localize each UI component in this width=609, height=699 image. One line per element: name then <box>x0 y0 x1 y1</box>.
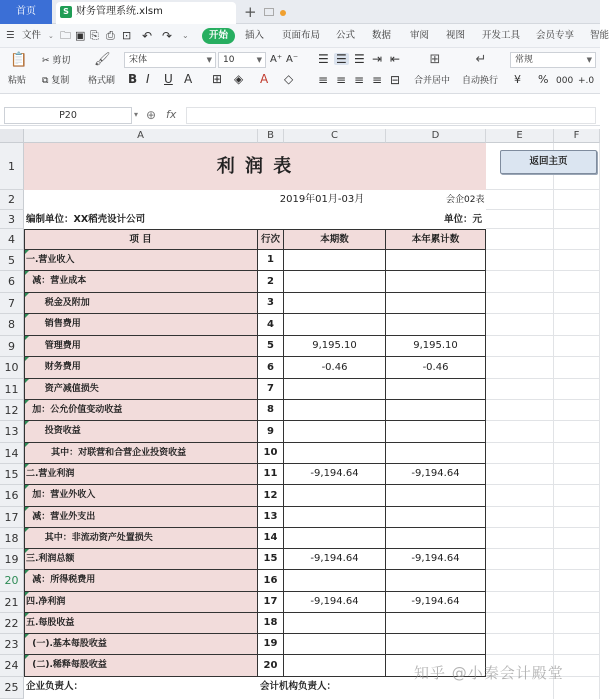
item-label[interactable]: 三.利润总额 <box>24 549 258 570</box>
gridline <box>486 591 600 592</box>
row-header[interactable]: 20 <box>0 570 24 592</box>
menu-smart[interactable]: 智能 <box>590 30 609 41</box>
item-current[interactable]: -0.46 <box>284 357 386 379</box>
font-name-value: 宋体 <box>129 55 148 65</box>
item-ytd[interactable] <box>386 400 486 421</box>
menu-member[interactable]: 会员专享 <box>536 30 575 41</box>
item-line[interactable]: 9 <box>258 421 284 443</box>
justify-icon[interactable]: ≡ <box>372 73 383 87</box>
item-label[interactable]: 四.净利润 <box>24 592 258 613</box>
gridline <box>486 612 600 613</box>
row-header[interactable]: 6 <box>0 271 24 293</box>
gridline <box>486 654 600 655</box>
footer-accounting-head: 会计机构负责人： <box>260 681 337 693</box>
row-header[interactable]: 15 <box>0 464 24 485</box>
chevron-down-icon: ▼ <box>586 56 592 64</box>
item-line[interactable]: 4 <box>258 314 284 336</box>
number-format-select[interactable] <box>510 52 596 68</box>
gridline <box>599 143 600 699</box>
gridline <box>486 569 600 570</box>
item-ytd[interactable] <box>386 314 486 336</box>
cut-label: 剪切 <box>52 56 71 66</box>
item-label[interactable]: 销售费用 <box>24 314 258 336</box>
gridline <box>553 143 554 699</box>
item-ytd[interactable]: -9,194.64 <box>386 592 486 613</box>
menu-bar <box>0 24 609 48</box>
row-header[interactable]: 1 <box>0 143 24 190</box>
row-header[interactable]: 12 <box>0 400 24 421</box>
row-header[interactable]: 22 <box>0 613 24 634</box>
cell-marker-icon <box>25 293 29 297</box>
row-header[interactable]: 11 <box>0 379 24 400</box>
format-painter-label[interactable]: 格式刷 <box>88 76 116 86</box>
row-header[interactable]: 21 <box>0 592 24 613</box>
item-current[interactable] <box>284 634 386 655</box>
item-current[interactable] <box>284 421 386 443</box>
row-header[interactable]: 3 <box>0 210 24 229</box>
column-header-a[interactable]: A <box>24 129 258 143</box>
table-left-border <box>24 229 25 677</box>
item-ytd[interactable] <box>386 293 486 314</box>
gridline <box>486 633 600 634</box>
item-line[interactable]: 6 <box>258 357 284 379</box>
wrap-text-icon[interactable]: ↵ <box>475 52 487 67</box>
item-label[interactable]: 加：公允价值变动收益 <box>24 400 258 421</box>
wrap-text-label[interactable]: 自动换行 <box>462 76 499 86</box>
item-line[interactable]: 2 <box>258 271 284 293</box>
cell-marker-icon <box>25 314 29 318</box>
gridline <box>486 548 600 549</box>
new-tab-button[interactable]: + <box>244 3 257 21</box>
item-label[interactable]: 其中：对联营和合营企业投资收益 <box>24 443 258 464</box>
item-label[interactable]: (二).稀释每股收益 <box>24 655 258 677</box>
menu-page-layout[interactable]: 页面布局 <box>282 30 321 41</box>
menu-view[interactable]: 视图 <box>446 30 466 41</box>
item-ytd[interactable] <box>386 271 486 293</box>
cell-marker-icon <box>25 464 29 468</box>
item-ytd[interactable] <box>386 443 486 464</box>
item-current[interactable] <box>284 293 386 314</box>
ribbon <box>0 48 600 94</box>
shrink-font-icon[interactable]: A⁻ <box>286 54 299 65</box>
format-painter-icon[interactable]: 🖌 <box>94 52 111 67</box>
item-label[interactable]: 管理费用 <box>24 336 258 357</box>
align-center-icon[interactable]: ≡ <box>336 73 347 87</box>
row-header[interactable]: 2 <box>0 190 24 210</box>
header-item[interactable]: 项 目 <box>24 230 258 250</box>
menu-file[interactable]: 文件 <box>22 30 42 41</box>
cell-marker-icon <box>25 357 29 361</box>
row-header[interactable]: 17 <box>0 507 24 528</box>
gridline <box>486 378 600 379</box>
gridline <box>486 335 600 336</box>
item-label[interactable]: 财务费用 <box>24 357 258 379</box>
item-current[interactable]: 9,195.10 <box>284 336 386 357</box>
cell-marker-icon <box>25 250 29 254</box>
column-header-c[interactable]: C <box>284 129 386 143</box>
cell-marker-icon <box>25 507 29 511</box>
item-line[interactable]: 17 <box>258 592 284 613</box>
report-period: 2019年01月-03月 <box>279 194 365 205</box>
item-ytd[interactable] <box>386 421 486 443</box>
row-header[interactable]: 23 <box>0 634 24 655</box>
row-header[interactable]: 5 <box>0 250 24 271</box>
item-label[interactable]: 一.营业收入 <box>24 250 258 271</box>
cell-marker-icon <box>25 336 29 340</box>
gridline <box>486 399 600 400</box>
preview-icon[interactable]: ⊡ <box>122 29 132 42</box>
item-ytd[interactable] <box>386 250 486 271</box>
report-title: 利 润 表 <box>24 143 486 190</box>
name-box[interactable]: P20 <box>4 107 132 124</box>
gridline <box>486 313 600 314</box>
gridline <box>486 356 600 357</box>
paste-label[interactable]: 粘贴 <box>8 76 27 86</box>
cell-marker-icon <box>25 400 29 404</box>
formula-input[interactable] <box>186 107 596 124</box>
gridline <box>486 228 600 229</box>
align-top-icon[interactable]: ☰ <box>318 52 329 66</box>
bold-icon[interactable]: B <box>128 72 138 86</box>
item-current[interactable] <box>284 655 386 677</box>
chevron-down-icon: ⌄ <box>182 31 189 40</box>
window-icon[interactable] <box>264 8 274 16</box>
chevron-down-icon: ▼ <box>256 56 262 64</box>
export-icon[interactable]: ⎘ <box>90 29 99 42</box>
menu-developer[interactable]: 开发工具 <box>482 30 521 41</box>
gridline <box>486 463 600 464</box>
gridline <box>486 420 600 421</box>
menu-review[interactable]: 审阅 <box>410 30 430 41</box>
item-current[interactable] <box>284 271 386 293</box>
item-ytd[interactable] <box>386 528 486 549</box>
item-current[interactable]: -9,194.64 <box>284 464 386 485</box>
item-line[interactable]: 18 <box>258 613 284 634</box>
merge-center-label[interactable]: 合并居中 <box>414 76 451 86</box>
row-header[interactable]: 24 <box>0 655 24 677</box>
item-label[interactable]: 二.营业利润 <box>24 464 258 485</box>
undo-icon[interactable]: ↶ <box>142 29 153 43</box>
item-line[interactable]: 14 <box>258 528 284 549</box>
cell-marker-icon <box>25 421 29 425</box>
item-label[interactable]: 五.每股收益 <box>24 613 258 634</box>
item-label[interactable]: 投资收益 <box>24 421 258 443</box>
menu-insert[interactable]: 插入 <box>245 30 265 41</box>
align-middle-icon[interactable]: ☰ <box>336 52 347 66</box>
spreadsheet-icon: S <box>60 6 72 18</box>
column-header-b[interactable]: B <box>258 129 284 143</box>
file-tab-label: 财务管理系统.xlsm <box>76 6 163 17</box>
return-home-button[interactable]: 返回主页 <box>500 150 597 174</box>
item-current[interactable] <box>284 613 386 634</box>
item-line[interactable]: 20 <box>258 655 284 677</box>
item-ytd[interactable] <box>386 613 486 634</box>
row-header[interactable]: 8 <box>0 314 24 336</box>
item-label[interactable]: 加：营业外收入 <box>24 485 258 507</box>
item-label[interactable]: 其中：非流动资产处置损失 <box>24 528 258 549</box>
cell-marker-icon <box>25 655 29 659</box>
item-label[interactable]: 减：所得税费用 <box>24 570 258 592</box>
item-line[interactable]: 10 <box>258 443 284 464</box>
item-line[interactable]: 16 <box>258 570 284 592</box>
item-current[interactable] <box>284 379 386 400</box>
copy-label: 复制 <box>51 76 70 86</box>
item-line[interactable]: 8 <box>258 400 284 421</box>
item-line[interactable]: 11 <box>258 464 284 485</box>
indent-icon[interactable]: ⇥ <box>372 52 383 66</box>
item-ytd[interactable] <box>386 570 486 592</box>
distributed-icon[interactable]: ⊟ <box>390 73 401 87</box>
form-code: 会企02表 <box>446 194 485 205</box>
row-header[interactable]: 9 <box>0 336 24 357</box>
italic-icon[interactable]: I <box>146 72 150 86</box>
decimal-icon[interactable]: +.0 <box>578 76 595 86</box>
percent-icon[interactable]: % <box>538 73 549 86</box>
row-header[interactable]: 19 <box>0 549 24 570</box>
unit-label: 单位：元 <box>444 213 483 225</box>
item-ytd[interactable] <box>386 507 486 528</box>
align-right-icon[interactable]: ≡ <box>354 73 365 87</box>
open-folder-icon[interactable]: 🗀 <box>60 29 71 42</box>
tab-bar <box>0 0 600 24</box>
item-current[interactable]: -9,194.64 <box>284 592 386 613</box>
item-ytd[interactable] <box>386 485 486 507</box>
company-name: 编制单位：XX稻壳设计公司 <box>26 213 146 225</box>
column-header-f[interactable]: F <box>554 129 600 143</box>
file-tab[interactable] <box>56 2 236 24</box>
gridline <box>486 189 600 190</box>
font-size-select[interactable] <box>218 52 266 68</box>
row-header[interactable]: 14 <box>0 443 24 464</box>
item-ytd[interactable] <box>386 634 486 655</box>
menu-formula[interactable]: 公式 <box>336 30 356 41</box>
header-line[interactable]: 行次 <box>258 230 284 250</box>
item-ytd[interactable]: -9,194.64 <box>386 549 486 570</box>
paste-icon[interactable]: 📋 <box>10 52 28 68</box>
item-current[interactable] <box>284 570 386 592</box>
font-name-select[interactable] <box>124 52 216 68</box>
item-ytd[interactable]: -9,194.64 <box>386 464 486 485</box>
row-header[interactable]: 4 <box>0 229 24 250</box>
row-header[interactable]: 16 <box>0 485 24 507</box>
number-format-value: 常规 <box>515 55 534 65</box>
cut-button[interactable]: ✂ 剪切 <box>42 56 71 66</box>
gridline <box>486 249 600 250</box>
select-all-corner[interactable] <box>0 129 24 143</box>
item-current[interactable] <box>284 314 386 336</box>
merge-icon[interactable]: ⊞ <box>429 52 441 67</box>
chevron-down-icon: ▼ <box>206 56 212 64</box>
item-current[interactable] <box>284 443 386 464</box>
menu-data[interactable]: 数据 <box>372 30 392 41</box>
gridline <box>486 292 600 293</box>
gridline <box>486 506 600 507</box>
redo-icon[interactable]: ↷ <box>162 29 173 43</box>
cell-marker-icon <box>25 485 29 489</box>
cell-marker-icon <box>25 443 29 447</box>
save-icon[interactable]: ▣ <box>75 29 86 42</box>
item-line[interactable]: 3 <box>258 293 284 314</box>
header-current[interactable]: 本期数 <box>284 230 386 250</box>
item-current[interactable] <box>284 507 386 528</box>
unsaved-dot-icon <box>280 10 286 16</box>
cell-marker-icon <box>25 570 29 574</box>
currency-icon[interactable]: ¥ <box>514 73 521 86</box>
item-current[interactable] <box>284 528 386 549</box>
item-current[interactable] <box>284 485 386 507</box>
item-label[interactable]: 资产减值损失 <box>24 379 258 400</box>
row-header[interactable]: 10 <box>0 357 24 379</box>
fill-color-icon[interactable]: ◈ <box>234 72 244 86</box>
item-current[interactable]: -9,194.64 <box>284 549 386 570</box>
strikethrough-icon[interactable]: A <box>184 72 193 86</box>
menu-icon[interactable]: ☰ <box>6 30 15 41</box>
row-header[interactable]: 18 <box>0 528 24 549</box>
align-left-icon[interactable]: ≡ <box>318 73 329 87</box>
watermark: 知乎 @小秦会计殿堂 <box>414 664 564 682</box>
item-line[interactable]: 15 <box>258 549 284 570</box>
thousands-icon[interactable]: 000 <box>556 76 574 86</box>
row-header[interactable]: 7 <box>0 293 24 314</box>
cell-marker-icon <box>25 379 29 383</box>
cell-marker-icon <box>25 634 29 638</box>
clear-icon[interactable]: ◇ <box>284 72 294 86</box>
item-label[interactable]: 减：营业成本 <box>24 271 258 293</box>
item-line[interactable]: 7 <box>258 379 284 400</box>
home-tab[interactable]: 首页 <box>0 0 52 24</box>
cell-marker-icon <box>25 549 29 553</box>
column-header-d[interactable]: D <box>386 129 486 143</box>
item-ytd[interactable]: -0.46 <box>386 357 486 379</box>
item-current[interactable] <box>284 400 386 421</box>
cell-marker-icon <box>25 271 29 275</box>
item-line[interactable]: 13 <box>258 507 284 528</box>
item-line[interactable]: 1 <box>258 250 284 271</box>
gridline <box>486 527 600 528</box>
item-label[interactable]: (一).基本每股收益 <box>24 634 258 655</box>
item-line[interactable]: 5 <box>258 336 284 357</box>
row-header[interactable]: 25 <box>0 677 24 699</box>
footer-enterprise-head: 企业负责人： <box>26 681 84 693</box>
header-ytd[interactable]: 本年累计数 <box>386 230 486 250</box>
zoom-icon[interactable]: ⊕ <box>146 108 157 122</box>
border-icon[interactable]: ⊞ <box>212 72 223 86</box>
menu-start[interactable]: 开始 <box>202 28 235 44</box>
formula-bar <box>0 104 600 126</box>
gridline <box>486 270 600 271</box>
outdent-icon[interactable]: ⇤ <box>390 52 401 66</box>
item-ytd[interactable] <box>386 379 486 400</box>
cell-marker-icon <box>25 528 29 532</box>
cell-marker-icon <box>25 592 29 596</box>
gridline <box>486 442 600 443</box>
item-ytd[interactable]: 9,195.10 <box>386 336 486 357</box>
item-label[interactable]: 减：营业外支出 <box>24 507 258 528</box>
gridline <box>486 484 600 485</box>
align-bottom-icon[interactable]: ☰ <box>354 52 365 66</box>
item-current[interactable] <box>284 250 386 271</box>
gridline <box>486 209 600 210</box>
item-label[interactable]: 税金及附加 <box>24 293 258 314</box>
print-icon[interactable]: ⎙ <box>106 29 115 42</box>
item-line[interactable]: 12 <box>258 485 284 507</box>
font-color-icon[interactable]: A <box>260 72 269 86</box>
row-header[interactable]: 13 <box>0 421 24 443</box>
fx-icon[interactable]: fx <box>166 108 177 121</box>
copy-button[interactable]: ⧉ 复制 <box>42 76 70 86</box>
chevron-down-icon: ⌄ <box>48 32 54 40</box>
item-line[interactable]: 19 <box>258 634 284 655</box>
column-header-e[interactable]: E <box>486 129 554 143</box>
underline-icon[interactable]: U <box>164 72 173 86</box>
chevron-down-icon[interactable]: ▾ <box>134 110 139 119</box>
cell-marker-icon <box>25 613 29 617</box>
grow-font-icon[interactable]: A⁺ <box>270 54 283 65</box>
font-size-value: 10 <box>223 55 235 65</box>
